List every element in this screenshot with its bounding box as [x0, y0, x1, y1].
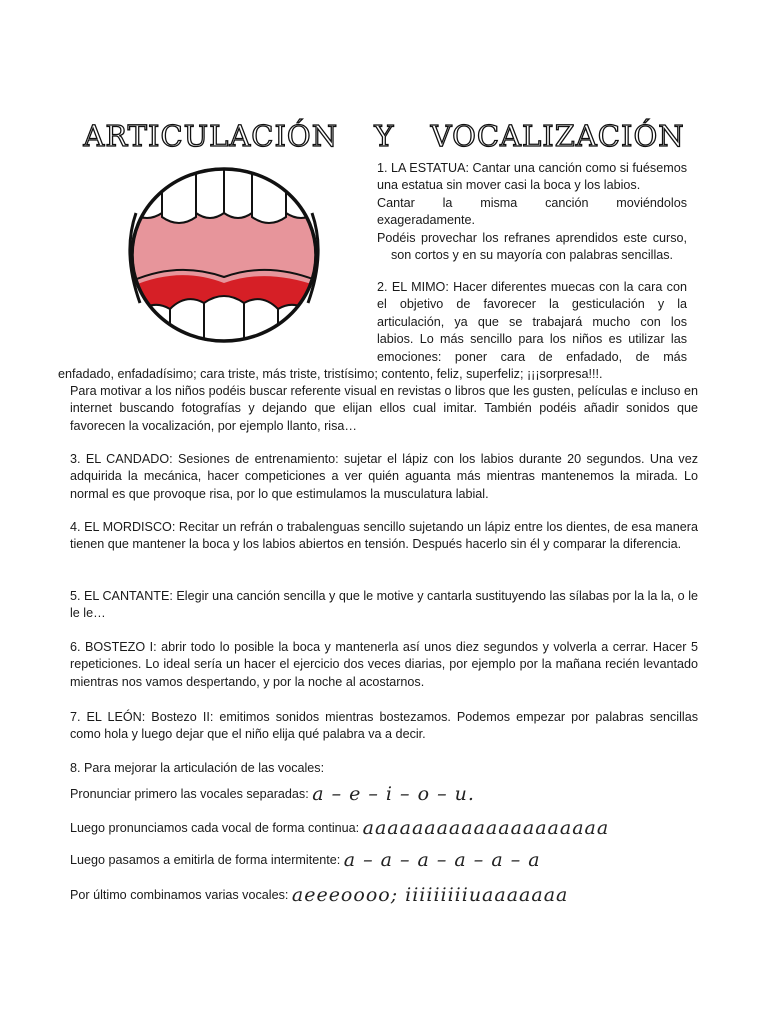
vowels-row-continuous: [70, 817, 698, 839]
vowels-row-intermittent-label: Luego pasamos a emitirla de forma intermitente:: [70, 853, 341, 867]
exercise-4-mordisco: 4. EL MORDISCO: Recitar un refrán o trabalenguas sencillo sujetando un lápiz entre los dientes, de esa manera tienen que mantener la boca y los labios abiertos en tensión. Después hacerlo sin él y comparar la diferencia.: [70, 520, 698, 552]
ex1-line-6: son cortos y en su mayoría con palabras sencillas.: [390, 248, 674, 263]
vowels-row-separate-script: a – e – i – o – u.: [312, 783, 475, 805]
ex2-line-5: emociones: poner cara de enfadado, de más: [377, 349, 687, 364]
exercise-1-estatua: [377, 160, 687, 264]
exercise-3-candado: 3. EL CANDADO: Sesiones de entrenamiento: sujetar el lápiz con los labios durante 20 segundos. Una vez adquirida la mecánica, hacer competiciones a ver quién aguanta más mientras mantenemos la mirada. Lo normal es que provoque risa, por lo que estimulamos la musculatura labial.: [70, 452, 698, 501]
ex2-line-3: articulación, ya que se trabajará mucho con los: [377, 314, 687, 329]
vowels-row-combined-label: Por último combinamos varias vocales:: [70, 888, 289, 902]
vowels-row-combined-script: aeeeoooo; iiiiiiiiiuaaaaaaa: [291, 884, 569, 906]
vowels-row-intermittent-script: a – a – a – a – a – a: [343, 849, 541, 871]
page-title: ARTICULACIÓN Y VOCALIZACIÓN: [83, 119, 685, 154]
ex1-line-3: Cantar la misma canción moviéndolos: [377, 195, 687, 210]
vowels-row-continuous-script: aaaaaaaaaaaaaaaaaaaa: [362, 817, 610, 839]
vowels-row-separate: [70, 783, 698, 805]
vowels-row-continuous-label: Luego pronunciamos cada vocal de forma continua:: [70, 821, 360, 835]
open-mouth-illustration: [118, 153, 330, 363]
ex1-line-5: Podéis provechar los refranes aprendidos este curso,: [377, 230, 687, 245]
ex2-line-1: 2. EL MIMO: Hacer diferentes muecas con la cara con: [377, 280, 687, 294]
exercise-8-heading: 8. Para mejorar la articulación de las vocales:: [70, 761, 325, 775]
exercise-5-cantante: 5. EL CANTANTE: Elegir una canción sencilla y que le motive y cantarla sustituyendo las sílabas por la la la, o le le le…: [70, 589, 698, 621]
exercise-2-paragraph-2: Para motivar a los niños podéis buscar referente visual en revistas o libros que les gusten, películas e incluso en internet buscando fotografías y dejando que elijan ellos cual imitar. También podéis añadir sonidos que favorecen la vocalización, por ejemplo llanto, risa…: [70, 384, 698, 433]
exercise-2-mimo: [377, 279, 687, 366]
vowels-row-intermittent: [70, 849, 698, 871]
exercise-7-leon: 7. EL LEÓN: Bostezo II: emitimos sonidos mientras bostezamos. Podemos empezar por palabras sencillas como hola y luego dejar que el niño elija qué palabra va a decir.: [70, 710, 698, 742]
ex2-line-2: el objetivo de favorecer la gesticulación y la: [377, 297, 687, 312]
ex1-line-1: 1. LA ESTATUA: Cantar una canción como si fuésemos: [377, 161, 687, 175]
ex2-line-4: labios. Lo más sencillo para los niños es utilizar las: [377, 332, 687, 347]
vowels-row-separate-label: Pronunciar primero las vocales separadas:: [70, 787, 309, 801]
exercise-6-bostezo: 6. BOSTEZO I: abrir todo lo posible la boca y mantenerla así unos diez segundos y volverla a cerrar. Hacer 5 repeticiones. Lo ideal sería un hacer el ejercicio dos veces diarias, por ejemplo por la mañana recién levantado mientras nos vamos despertando, y por la noche al acostarnos.: [70, 640, 698, 689]
ex1-line-2: una estatua sin mover casi la boca y los labios.: [377, 178, 641, 193]
exercise-2-continuation: enfadado, enfadadísimo; cara triste, más triste, tristísimo; contento, feliz, superfeliz; ¡¡¡sorpresa!!!.: [58, 367, 603, 381]
ex1-line-4: exageradamente.: [377, 213, 476, 228]
vowels-row-combined: [70, 884, 698, 906]
